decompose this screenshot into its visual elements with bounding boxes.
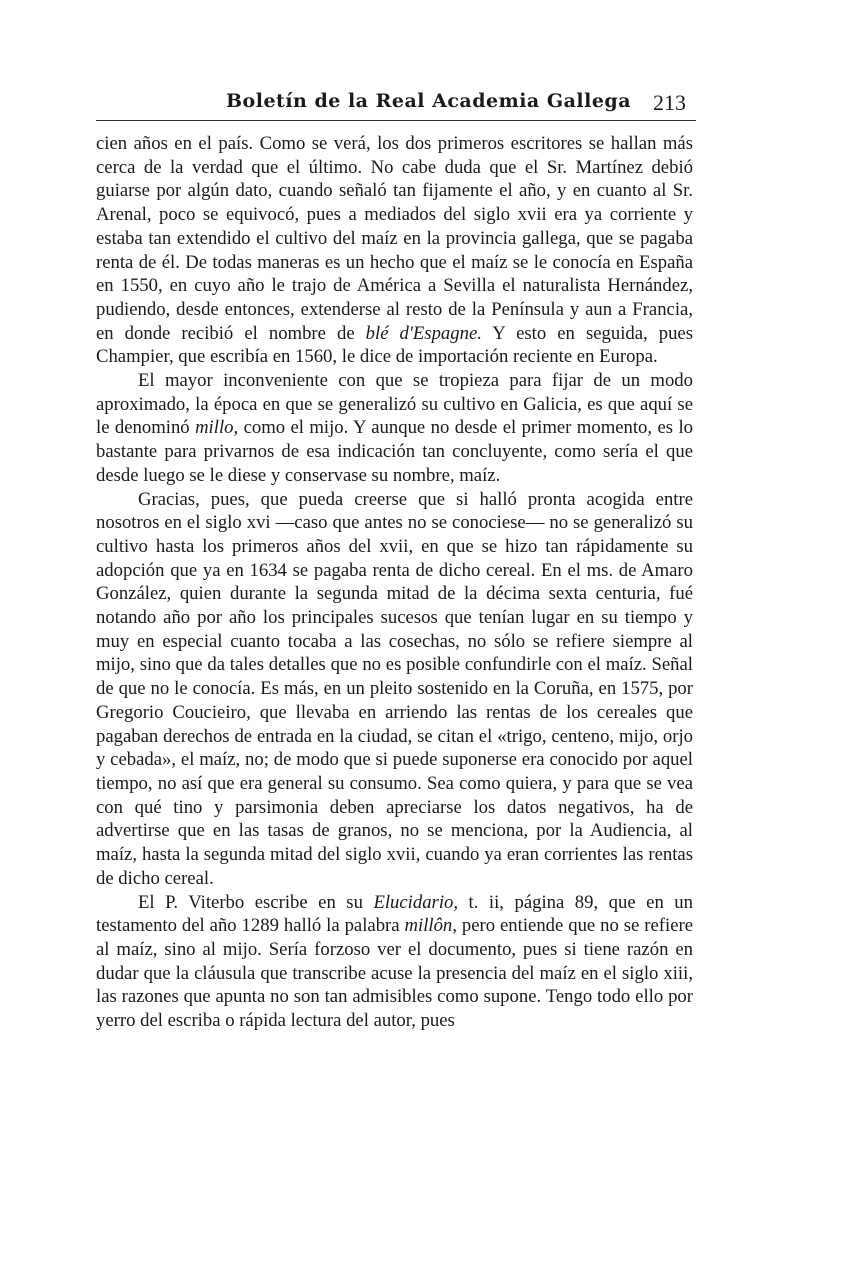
- paragraph-1: [96, 132, 693, 369]
- paragraph-text: pero entiende que no se refiere al maíz, sino al mijo. Sería forzoso ver el documento, pues si tiene razón en dudar que la cláusula que transcribe acuse la presencia del maíz en el siglo xiii, las razones que apunta no son tan admisibles como supone. Tengo todo ello por yerro del escriba o rápida lectura del autor, pues: [96, 915, 694, 1032]
- running-title: Boletín de la Real Academia Gallega: [226, 90, 632, 112]
- header-rule: [96, 120, 696, 121]
- paragraph-text: Gracias, pues, que pueda creerse que si halló pronta acogida entre nosotros en el siglo xvi —caso que antes no se conociese— no se generalizó su cultivo hasta los primeros años del xvii, en que se hizo tan rápidamente su adopción que ya en 1634 se pagaba renta de dicho cereal. En el ms. de Amaro González, quien durante la segunda mitad de la décima sexta centuria, fué notando año por año los principales sucesos que tenían lugar en su tiempo y muy en especial cuanto tocaba a las cosechas, no sólo se refiere siempre al mijo, sino que da tales detalles que no es posible confundirle con el maíz. Señal de que no le conocía. Es más, en un pleito sostenido en la Coruña, en 1575, por Gregorio Coucieiro, que llevaba en arriendo las rentas de los cereales que pagaban derechos de entrada en la ciudad, se citan el «trigo, centeno, mijo, orjo y cebada», el maíz, no; de modo que si puede suponerse era conocido por aquel tiempo, no así que era general su consumo. Sea como quiera, y para que se vea con qué tino y parsimonia deben apreciarse los datos negativos, ha de advertirse que en las tasas de granos, no se menciona, por la Audiencia, al maíz, hasta la segunda mitad del siglo xvii, cuando ya eran corrientes las rentas de dicho cereal.: [96, 488, 693, 889]
- page-header: [96, 90, 696, 124]
- paragraph-italic-text: Elucidario,: [373, 891, 459, 913]
- paragraph-3: [96, 488, 693, 891]
- paragraph-italic-text: millôn,: [404, 915, 457, 937]
- paragraph-text: t. ii, página 89, que en un testamento del año 1289 halló la palabra: [96, 891, 693, 937]
- paragraph-text: Y esto en seguida, pues Champier, que escribía en 1560, le dice de importación reciente en Europa.: [96, 322, 694, 368]
- paragraph-2: [96, 369, 693, 488]
- paragraph-text: cien años en el país. Como se verá, los dos primeros escritores se hallan más cerca de la verdad que el último. No cabe duda que el Sr. Martínez debió guiarse por algún dato, cuando señaló tan fijamente el año, y en cuanto al Sr. Arenal, poco se equivocó, pues a mediados del siglo xvii era ya corriente y estaba tan extendido el cultivo del maíz en la provincia gallega, que se pagaba renta de él. De todas maneras es un hecho que el maíz se le conocía en España en 1550, en cuyo año le trajo de América a Sevilla el naturalista Hernández, pudiendo, desde entonces, extenderse al resto de la Península y aun a Francia, en donde recibió el nombre de: [96, 133, 693, 344]
- paragraph-text: El mayor inconveniente con que se tropieza para fijar de un modo aproximado, la época en que se generalizó su cultivo en Galicia, es que aquí se le denominó: [96, 370, 693, 439]
- paragraph-italic-text: blé d'Espagne.: [365, 322, 482, 344]
- paragraph-text: como el mijo. Y aunque no desde el primer momento, es lo bastante para privarnos de esa indicación tan concluyente, como sería el que desde luego se le diese y conservase su nombre, maíz.: [96, 417, 693, 486]
- body-text: [96, 132, 693, 1033]
- paragraph-text: El P. Viterbo escribe en su: [138, 891, 374, 913]
- page-number: 213: [653, 90, 686, 115]
- paragraph-4: [96, 891, 693, 1033]
- paragraph-italic-text: millo,: [195, 417, 239, 439]
